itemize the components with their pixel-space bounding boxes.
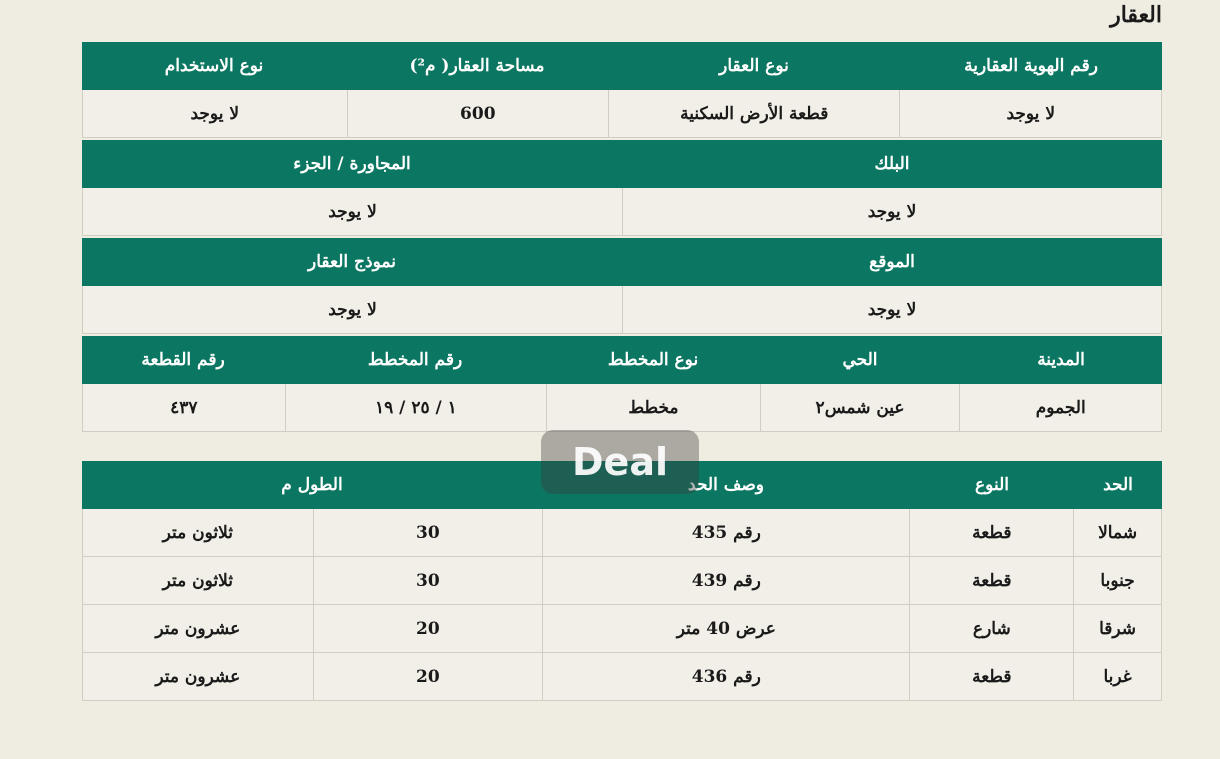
header-property-type: نوع العقار — [719, 56, 789, 76]
header-row — [82, 238, 1162, 286]
value-neighborhood-part: لا يوجد — [328, 201, 377, 222]
value-property-area: 600 — [347, 90, 609, 137]
value-row — [82, 90, 1162, 138]
boundary-length: 20 — [313, 653, 543, 700]
boundary-length-text: ثلاثون متر — [162, 570, 233, 591]
table-row — [82, 509, 1162, 557]
value-real-estate-id: لا يوجد — [899, 90, 1161, 137]
table-row — [82, 653, 1162, 701]
header-boundary: الحد — [1103, 475, 1133, 495]
value-location: لا يوجد — [622, 286, 1161, 333]
boundaries-table — [82, 461, 1162, 701]
header-row — [82, 336, 1162, 384]
header-block: البلك — [874, 154, 910, 174]
boundary-side: غربا — [1073, 653, 1161, 700]
block-section — [82, 140, 1162, 236]
boundary-description: رقم 436 — [542, 653, 909, 700]
value-plan-number: ١ / ٢٥ / ١٩ — [285, 384, 547, 431]
header-length: الطول م — [281, 475, 343, 495]
page-title: العقار — [1110, 2, 1162, 28]
header-row — [82, 140, 1162, 188]
deal-watermark-logo: Deal — [541, 430, 699, 494]
boundary-type: قطعة — [909, 557, 1073, 604]
header-plan-number: رقم المخطط — [367, 350, 463, 370]
header-boundary-description: وصف الحد — [688, 475, 764, 495]
boundary-description: رقم 435 — [542, 509, 909, 556]
header-property-area: مساحة العقار( م²) — [409, 56, 545, 76]
boundary-side: شرقا — [1073, 605, 1161, 652]
header-usage-type: نوع الاستخدام — [164, 56, 264, 76]
header-row — [82, 42, 1162, 90]
value-property-type: قطعة الأرض السكنية — [608, 90, 899, 137]
header-property-model: نموذج العقار — [308, 252, 396, 272]
table-row — [82, 605, 1162, 653]
header-real-estate-id: رقم الهوية العقارية — [964, 56, 1098, 76]
value-row — [82, 188, 1162, 236]
value-row — [82, 384, 1162, 432]
header-location: الموقع — [869, 252, 915, 272]
header-city: المدينة — [1037, 350, 1085, 370]
header-type: النوع — [975, 475, 1009, 495]
boundary-length-text: ثلاثون متر — [162, 522, 233, 543]
boundary-side: جنوبا — [1073, 557, 1161, 604]
boundary-side: شمالا — [1073, 509, 1161, 556]
boundary-length-text: عشرون متر — [155, 666, 241, 687]
plan-section — [82, 336, 1162, 432]
value-city: الجموم — [959, 384, 1161, 431]
value-district: عين شمس٢ — [760, 384, 960, 431]
boundary-type: شارع — [909, 605, 1073, 652]
boundary-description: رقم 439 — [542, 557, 909, 604]
value-plot-number: ٤٣٧ — [170, 397, 198, 418]
boundary-length: 30 — [313, 557, 543, 604]
value-usage-type: لا يوجد — [190, 103, 240, 124]
property-info-section — [82, 42, 1162, 138]
header-neighborhood-part: المجاورة / الجزء — [293, 154, 411, 174]
header-plot-number: رقم القطعة — [141, 350, 225, 370]
value-row — [82, 286, 1162, 334]
value-plan-type: مخطط — [546, 384, 760, 431]
boundary-description: عرض 40 متر — [542, 605, 909, 652]
boundary-length: 30 — [313, 509, 543, 556]
header-district: الحي — [842, 350, 878, 370]
location-section — [82, 238, 1162, 334]
header-plan-type: نوع المخطط — [607, 350, 699, 370]
value-block: لا يوجد — [622, 188, 1161, 235]
boundary-length-text: عشرون متر — [155, 618, 241, 639]
table-row — [82, 557, 1162, 605]
boundary-type: قطعة — [909, 509, 1073, 556]
boundary-type: قطعة — [909, 653, 1073, 700]
value-property-model: لا يوجد — [328, 299, 377, 320]
boundary-length: 20 — [313, 605, 543, 652]
